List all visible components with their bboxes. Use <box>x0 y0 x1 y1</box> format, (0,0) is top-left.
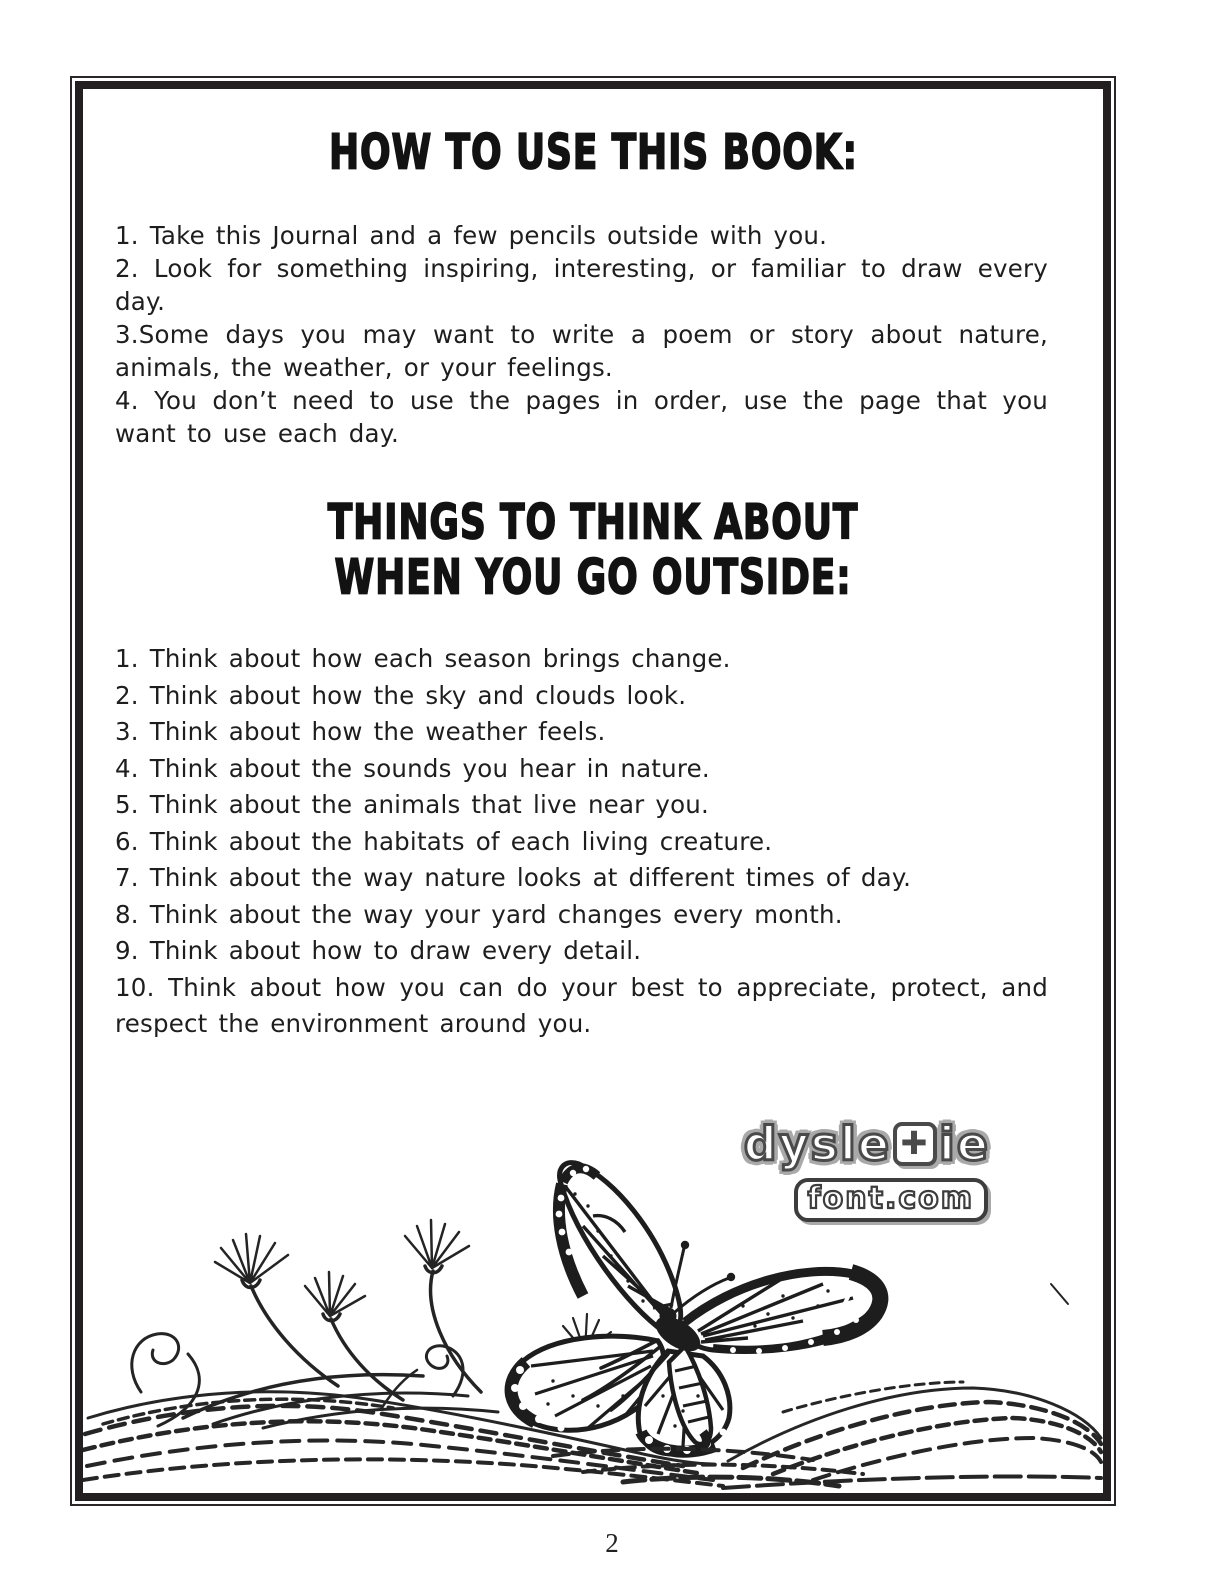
logo-word-prefix: dysle <box>743 1116 892 1171</box>
list-item: 4. You don’t need to use the pages in order, use the page that you want to use each day. <box>115 386 1048 448</box>
section-title-how-to-use <box>83 117 1103 181</box>
think-about-list <box>115 641 1048 1043</box>
how-to-use-list <box>115 219 1048 450</box>
list-item: 2. Look for something inspiring, interesting, or familiar to draw every day. <box>115 254 1048 316</box>
title-text: HOW TO USE THIS BOOK: <box>328 124 858 181</box>
list-item: 10. Think about how you can do your best to appreciate, protect, and respect the environment around you. <box>115 972 1048 1038</box>
page-border-outer <box>70 76 1116 1506</box>
list-item: 8. Think about the way your yard changes every month. <box>115 899 843 929</box>
list-item: 7. Think about the way nature looks at different times of day. <box>115 863 912 892</box>
page-border-inner <box>75 81 1111 1501</box>
list-item: 3.Some days you may want to write a poem or story about nature, animals, the weather, or your feelings. <box>115 320 1048 382</box>
list-item: 1. Take this Journal and a few pencils outside with you. <box>115 221 828 250</box>
list-item: 3. Think about how the weather feels. <box>115 717 606 746</box>
list-item: 2. Think about how the sky and clouds look. <box>115 680 687 710</box>
title-text-line2: WHEN YOU GO OUTSIDE: <box>334 549 852 606</box>
list-item: 6. Think about the habitats of each living creature. <box>115 826 773 856</box>
logo-word-suffix: ie <box>939 1116 990 1171</box>
list-item: 9. Think about how to draw every detail. <box>115 936 642 965</box>
title-text-line1: THINGS TO THINK ABOUT <box>327 494 859 551</box>
section-title-think-about <box>83 495 1103 605</box>
logo-wordmark <box>115 1116 990 1173</box>
plus-icon: + <box>893 1122 937 1166</box>
logo-domain: font.com <box>794 1178 988 1222</box>
page-number: 2 <box>605 1528 619 1558</box>
list-item: 5. Think about the animals that live near you. <box>115 790 710 819</box>
list-item: 1. Think about how each season brings change. <box>115 644 731 673</box>
list-item: 4. Think about the sounds you hear in nature. <box>115 753 710 783</box>
right-grass-mound <box>723 1382 1101 1488</box>
dyslexie-font-logo <box>115 1116 990 1223</box>
